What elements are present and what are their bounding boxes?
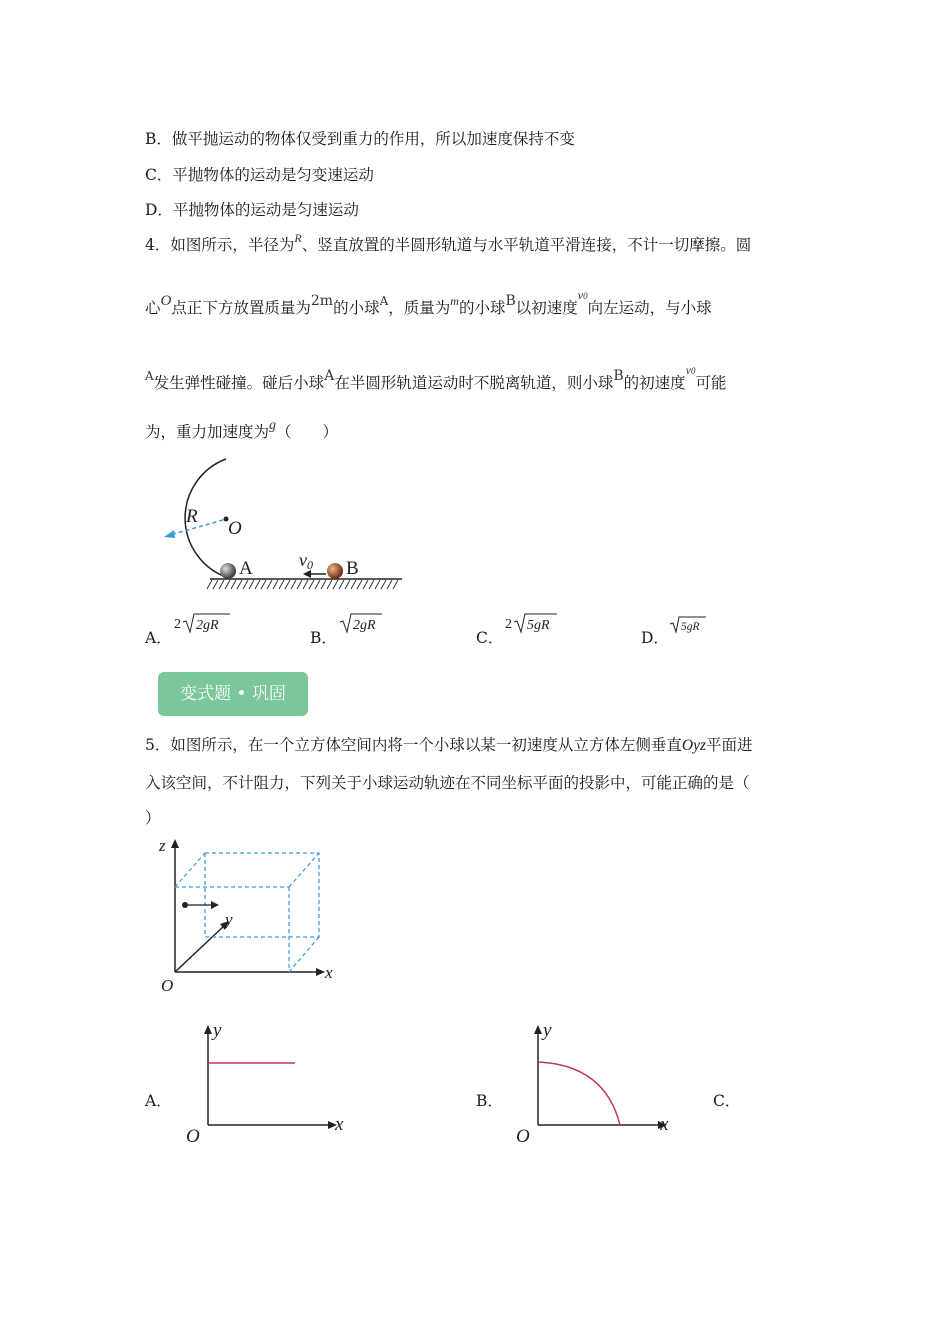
svg-text:y: y [543,1020,552,1041]
q4-option-c-formula [505,610,575,636]
svg-text:x: x [660,1114,669,1135]
svg-text:2gR: 2gR [353,618,376,633]
var-m: m [450,294,459,308]
track-figure [150,450,410,600]
label-O: O [228,518,242,539]
label-R: R [186,506,198,527]
svg-text:2: 2 [174,617,181,632]
q4-option-a-formula [174,610,244,636]
q4-line-2: 心O点正下方放置质量为2m的小球$^A$，质量为$^m$的小球B以初速度$^{v0}$向左运动，与小球 [145,288,712,317]
cube-edges [175,853,319,972]
svg-text:y: y [213,1020,222,1041]
q5-option-b-graph [510,1020,680,1150]
option-c-text: C．平抛物体的运动是匀变速运动 [145,166,374,184]
svg-text:O: O [516,1126,530,1147]
var-R: R [294,231,302,245]
ball-b [327,563,343,579]
svg-text:x: x [335,1114,344,1135]
q5-option-a: A． [145,1092,172,1110]
svg-text:2gR: 2gR [196,618,219,633]
var-B: B [505,293,516,309]
var-v0: v0 [577,288,588,302]
q4-option-a: A． [145,629,172,647]
q4-option-b: B． [310,629,337,647]
q4-option-b-formula [340,610,410,636]
var-2m: 2m [310,293,334,309]
label-B: B [346,558,359,579]
q5-option-a-graph [180,1020,350,1150]
q5-option-c: C． [713,1092,741,1110]
label-v0: v0 [299,550,313,572]
svg-text:x: x [325,963,333,982]
svg-text:5gR: 5gR [527,618,550,633]
var-oyz: Oyz [681,737,706,754]
radius-arrowhead [164,530,175,538]
svg-text:O: O [161,976,174,995]
q5-line-2: 入该空间，不计阻力，下列关于小球运动轨迹在不同坐标平面的投影中，可能正确的是（ [145,774,750,792]
var-A: A [379,294,389,308]
variant-badge: 变式题 • 巩固 [158,672,308,716]
ball [182,902,188,908]
q4-option-d: D． [641,629,669,647]
svg-text:5gR: 5gR [681,621,700,633]
option-d-text: D．平抛物体的运动是匀速运动 [145,201,359,219]
cube-figure [155,835,355,1000]
y-axis [175,925,225,972]
q4-line-1: 4．如图所示，半径为$^R$、竖直放置的半圆形轨道与水平轨道平滑连接，不计一切摩擦。圆 [145,231,752,254]
svg-text:z: z [159,836,166,855]
label-A: A [239,558,253,579]
q5-line-3: ） [145,809,161,827]
var-g: g [269,418,277,433]
q4-option-d-formula [670,614,730,640]
q5-line-1: 5．如图所示，在一个立方体空间内将一个小球以某一初速度从立方体左侧垂直Oyz平面进 [145,736,753,754]
svg-text:2: 2 [505,617,512,632]
svg-text:O: O [186,1126,200,1147]
q4-line-4: 为，重力加速度为g（ ） [145,418,339,441]
option-b-text: B．做平抛运动的物体仅受到重力的作用，所以加速度保持不变 [145,130,575,148]
q4-option-c: C． [476,629,504,647]
var-O: O [160,293,172,309]
q4-line-3: $^A$发生弹性碰撞。碰后小球A在半圆形轨道运动时不脱离轨道，则小球B的初速度$^{v0}$可能 [145,363,727,392]
ball-a [220,563,236,579]
ground-hatching [207,580,398,589]
trajectory-curve [538,1062,620,1125]
q5-option-b: B． [476,1092,503,1110]
svg-text:y: y [225,910,233,929]
